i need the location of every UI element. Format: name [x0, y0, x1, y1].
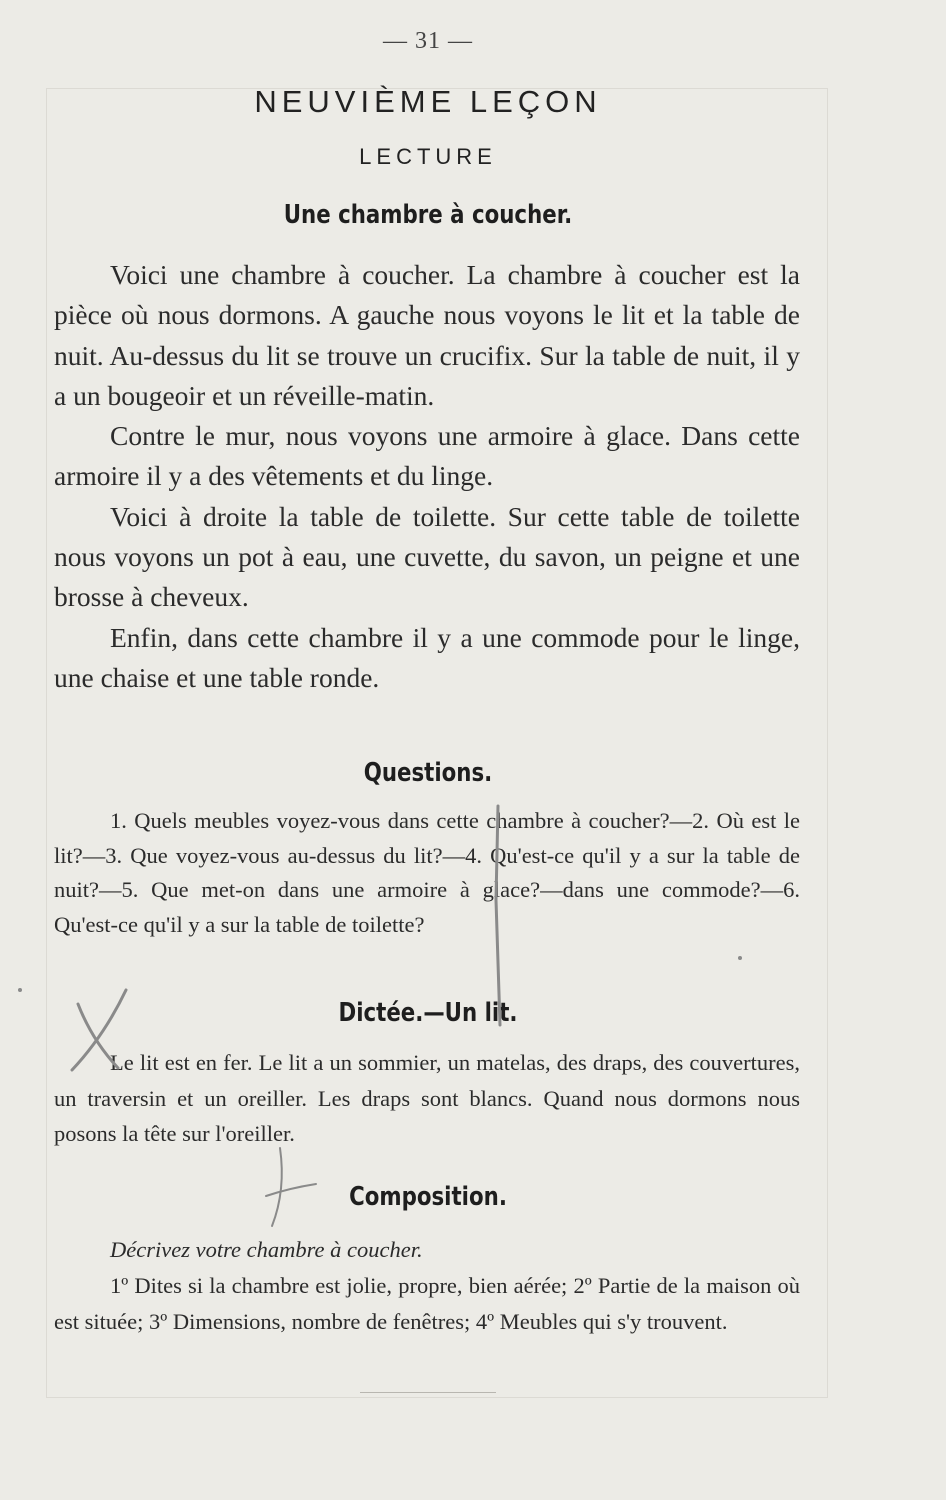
composition-items: 1º Dites si la chambre est jolie, propre, bien aérée; 2º Partie de la maison où est située; 3º Dimensions, nombre de fenêtres; 4º Meubles qui s'y trouvent. — [54, 1273, 800, 1334]
page-number: — 31 — — [383, 28, 473, 54]
reading-title: Une chambre à coucher. — [283, 200, 573, 230]
questions-title: Questions. — [363, 758, 493, 788]
reading-paragraph: Voici une chambre à coucher. La chambre à coucher est la pièce où nous dormons. A gauche nous voyons le lit et la table de nuit. Au-dessus du lit se trouve un crucifix. Sur la table de nuit, il y a un bougeoir et un réveille-matin. — [54, 259, 800, 411]
reading-paragraph: Contre le mur, nous voyons une armoire à glace. Dans cette armoire il y a des vêtements et du linge. — [54, 420, 800, 492]
dictee-text: Le lit est en fer. Le lit a un sommier, un matelas, des draps, des couvertures, un traversin et un oreiller. Les draps sont blancs. Quand nous dormons nous posons la tête sur l'oreiller. — [54, 1050, 800, 1146]
composition-block — [54, 1232, 800, 1340]
composition-title: Composition. — [349, 1182, 507, 1212]
dictee-title: Dictée.—Un lit. — [338, 998, 518, 1028]
reading-paragraph: Voici à droite la table de toilette. Sur cette table de toilette nous voyons un pot à eau, une cuvette, du savon, un peigne et une brosse à cheveux. — [54, 500, 800, 613]
reading-paragraph: Enfin, dans cette chambre il y a une commode pour le linge, une chaise et une table ronde. — [54, 621, 800, 693]
composition-instruction: Décrivez votre chambre à coucher. — [110, 1237, 423, 1262]
pencil-dot — [18, 988, 22, 992]
end-rule — [360, 1392, 496, 1393]
questions-block — [54, 804, 800, 942]
lesson-heading: NEUVIÈME LEÇON — [254, 84, 602, 119]
pencil-dot — [738, 956, 742, 960]
section-label: LECTURE — [359, 144, 497, 169]
reading-text — [54, 255, 800, 698]
dictee-block — [54, 1045, 800, 1152]
questions-text: 1. Quels meubles voyez-vous dans cette chambre à coucher?—2. Où est le lit?—3. Que voyez-vous au-dessus du lit?—4. Qu'est-ce qu'il y a sur la table de nuit?—5. Que met-on dans une armoire à glace?—dans une commode?—6. Qu'est-ce qu'il y a sur la table de toilette? — [54, 808, 800, 937]
